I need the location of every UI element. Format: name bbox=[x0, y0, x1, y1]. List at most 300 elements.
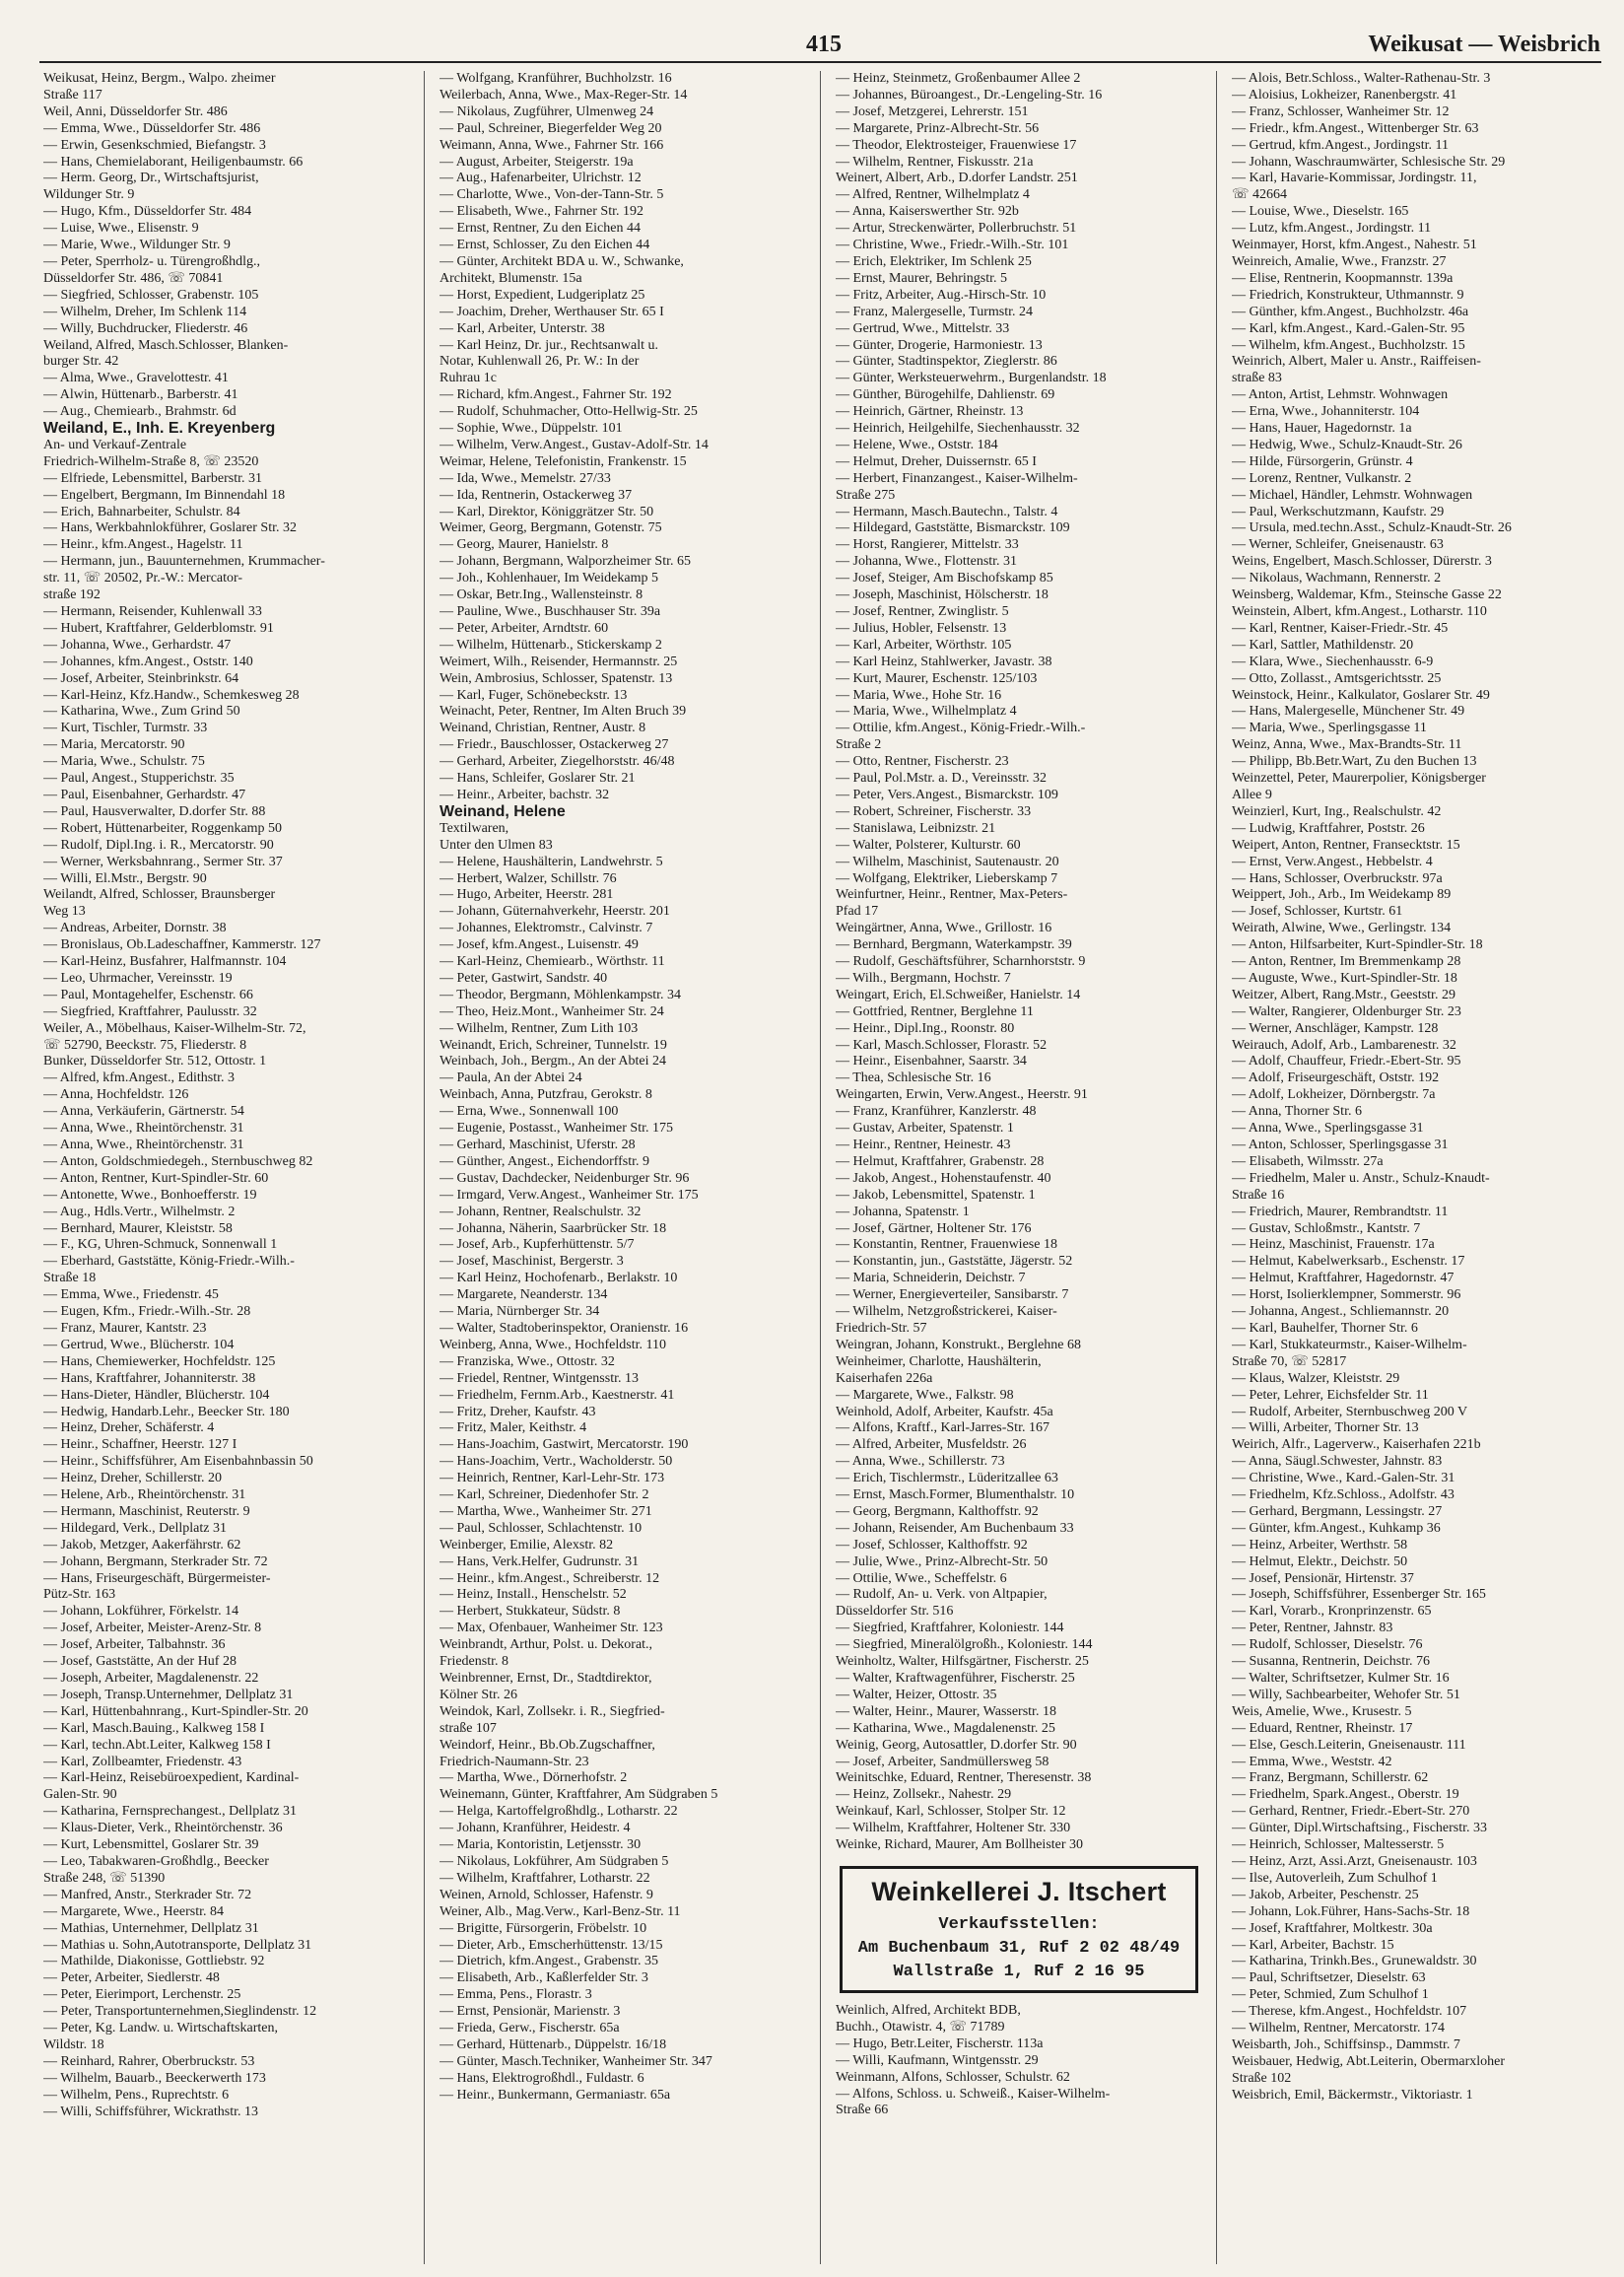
directory-entry: — Klaus, Walzer, Kleiststr. 29 bbox=[1232, 1370, 1400, 1386]
directory-entry: — Fritz, Maler, Keithstr. 4 bbox=[440, 1420, 587, 1436]
directory-entry: — Louise, Wwe., Dieselstr. 165 bbox=[1232, 204, 1409, 220]
directory-entry: — Ernst, Rentner, Zu den Eichen 44 bbox=[440, 221, 641, 237]
directory-entry: Weinstein, Albert, kfm.Angest., Lotharstr. 110 bbox=[1232, 604, 1487, 619]
directory-entry: — Nikolaus, Lokführer, Am Südgraben 5 bbox=[440, 1853, 669, 1869]
directory-entry: — Mathilde, Diakonisse, Gottliebstr. 92 bbox=[43, 1954, 265, 1969]
directory-entry: — Elise, Rentnerin, Koopmannstr. 139a bbox=[1232, 270, 1454, 286]
directory-entry: — Otto, Zollasst., Amtsgerichtsstr. 25 bbox=[1232, 670, 1442, 686]
directory-entry: — Wilhelm, Rentner, Zum Lith 103 bbox=[440, 1020, 639, 1036]
directory-entry: — Wilhelm, Rentner, Mercatorstr. 174 bbox=[1232, 2021, 1445, 2036]
ad-address-2: Wallstraße 1, Ruf 2 16 95 bbox=[893, 1962, 1145, 1981]
directory-entry: Weinitschke, Eduard, Rentner, Theresenstr. 38 bbox=[836, 1770, 1092, 1786]
directory-entry: Straße 70, ☏ 52817 bbox=[1232, 1353, 1347, 1369]
directory-entry: — Kurt, Tischler, Turmstr. 33 bbox=[43, 721, 208, 736]
directory-entry: — Franz, Schlosser, Wanheimer Str. 12 bbox=[1232, 104, 1450, 119]
directory-entry: — Herbert, Finanzangest., Kaiser-Wilhelm- bbox=[836, 470, 1078, 486]
directory-entry: — Karl Heinz, Dr. jur., Rechtsanwalt u. bbox=[440, 337, 659, 353]
directory-entry: Weins, Engelbert, Masch.Schlosser, Dürerstr. 3 bbox=[1232, 554, 1492, 570]
directory-entry: — Josef, Gärtner, Holtener Str. 176 bbox=[836, 1220, 1032, 1236]
directory-entry: — Herm. Georg, Dr., Wirtschaftsjurist, bbox=[43, 171, 259, 186]
directory-entry: — Johann, Waschraumwärter, Schlesische Str. 29 bbox=[1232, 154, 1506, 170]
directory-entry: Weinberger, Emilie, Alexstr. 82 bbox=[440, 1537, 614, 1552]
directory-entry: Weikusat, Heinz, Bergm., Walpo. zheimer bbox=[43, 71, 276, 86]
directory-entry: — Erwin, Gesenkschmied, Biefangstr. 3 bbox=[43, 137, 266, 153]
directory-entry: — Margarete, Wwe., Heerstr. 84 bbox=[43, 1903, 224, 1919]
directory-entry: — Erich, Bahnarbeiter, Schulstr. 84 bbox=[43, 504, 240, 519]
directory-entry: Weinz, Anna, Wwe., Max-Brandts-Str. 11 bbox=[1232, 737, 1462, 753]
directory-entry: — Günther, Bürogehilfe, Dahlienstr. 69 bbox=[836, 387, 1055, 403]
directory-entry: — Wilh., Bergmann, Hochstr. 7 bbox=[836, 970, 1011, 986]
directory-entry: — Peter, Schmied, Zum Schulhof 1 bbox=[1232, 1987, 1429, 2003]
directory-entry: — Kurt, Maurer, Eschenstr. 125/103 bbox=[836, 670, 1038, 686]
directory-entry: — Maria, Wwe., Wilhelmplatz 4 bbox=[836, 704, 1017, 720]
directory-entry: — Anton, Goldschmiedegeh., Sternbuschweg 82 bbox=[43, 1153, 313, 1169]
directory-entry: — Adolf, Friseurgeschäft, Oststr. 192 bbox=[1232, 1070, 1440, 1086]
directory-entry: — Marie, Wwe., Wildunger Str. 9 bbox=[43, 238, 231, 253]
directory-entry: — Nikolaus, Zugführer, Ulmenweg 24 bbox=[440, 104, 654, 119]
directory-entry: Straße 2 bbox=[836, 737, 882, 753]
directory-entry: — Josef, Arbeiter, Steinbrinkstr. 64 bbox=[43, 670, 239, 686]
directory-entry: — Wilhelm, Bauarb., Beeckerwerth 173 bbox=[43, 2070, 266, 2086]
directory-entry: — Willi, Kaufmann, Wintgensstr. 29 bbox=[836, 2052, 1039, 2068]
directory-entry: — Martha, Wwe., Dörnerhofstr. 2 bbox=[440, 1770, 628, 1786]
page-header bbox=[0, 26, 1624, 61]
directory-entry: — Alfred, Arbeiter, Musfeldstr. 26 bbox=[836, 1437, 1027, 1453]
directory-entry: Weippert, Joh., Arb., Im Weidekamp 89 bbox=[1232, 887, 1452, 903]
directory-entry: — Hans-Dieter, Händler, Blücherstr. 104 bbox=[43, 1387, 270, 1403]
directory-entry: — Emma, Wwe., Friedenstr. 45 bbox=[43, 1287, 219, 1303]
directory-entry: — Heinr., kfm.Angest., Hagelstr. 11 bbox=[43, 537, 243, 553]
directory-entry: — Joh., Kohlenhauer, Im Weidekamp 5 bbox=[440, 571, 659, 586]
directory-entry: — Josef, Gaststätte, An der Huf 28 bbox=[43, 1654, 237, 1670]
directory-entry: — Karl-Heinz, Busfahrer, Halfmannstr. 104 bbox=[43, 954, 287, 970]
directory-entry: — Theodor, Bergmann, Möhlenkampstr. 34 bbox=[440, 987, 682, 1002]
directory-entry: — Wilhelm, Verw.Angest., Gustav-Adolf-Str. 14 bbox=[440, 437, 709, 452]
directory-entry: — Bernhard, Bergmann, Waterkampstr. 39 bbox=[836, 937, 1072, 953]
directory-entry: — Karl, Masch.Bauing., Kalkweg 158 I bbox=[43, 1720, 265, 1736]
column-3-entries bbox=[836, 71, 1202, 1854]
directory-entry: — Friedrich, Maurer, Rembrandtstr. 11 bbox=[1232, 1204, 1449, 1219]
directory-entry: — Maria, Kontoristin, Letjensstr. 30 bbox=[440, 1837, 642, 1853]
directory-entry: — Horst, Rangierer, Mittelstr. 33 bbox=[836, 537, 1019, 553]
directory-entry: — Heinz, Dreher, Schillerstr. 20 bbox=[43, 1471, 223, 1486]
directory-entry: Weingran, Johann, Konstrukt., Berglehne 68 bbox=[836, 1337, 1082, 1352]
directory-entry: — Dietrich, kfm.Angest., Grabenstr. 35 bbox=[440, 1954, 659, 1969]
directory-entry: — Charlotte, Wwe., Von-der-Tann-Str. 5 bbox=[440, 187, 664, 203]
directory-entry: Weinert, Albert, Arb., D.dorfer Landstr. 251 bbox=[836, 171, 1078, 186]
directory-entry: — Franz, Maurer, Kantstr. 23 bbox=[43, 1320, 207, 1336]
directory-entry: — Karl, Stukkateurmstr., Kaiser-Wilhelm- bbox=[1232, 1337, 1467, 1352]
directory-entry: — Josef, kfm.Angest., Luisenstr. 49 bbox=[440, 937, 639, 953]
directory-entry: Straße 275 bbox=[836, 487, 896, 503]
directory-entry: — Siegfried, Schlosser, Grabenstr. 105 bbox=[43, 287, 259, 303]
directory-entry: Weinbrandt, Arthur, Polst. u. Dekorat., bbox=[440, 1637, 653, 1653]
directory-entry: — Manfred, Anstr., Sterkrader Str. 72 bbox=[43, 1887, 252, 1902]
directory-entry: — Gerhard, Arbeiter, Ziegelhorststr. 46/48 bbox=[440, 754, 675, 770]
directory-entry: — Hans, Werkbahnlokführer, Goslarer Str. 32 bbox=[43, 520, 297, 536]
directory-entry: Weinlich, Alfred, Architekt BDB, bbox=[836, 2002, 1021, 2018]
directory-entry: straße 83 bbox=[1232, 371, 1282, 386]
directory-entry: Weinbrenner, Ernst, Dr., Stadtdirektor, bbox=[440, 1671, 652, 1686]
directory-entry: Weitzer, Albert, Rang.Mstr., Geeststr. 29 bbox=[1232, 987, 1455, 1002]
directory-entry: — Heinz, Arbeiter, Werthstr. 58 bbox=[1232, 1537, 1408, 1552]
directory-entry: — Peter, Sperrholz- u. Türengroßhdlg., bbox=[43, 253, 261, 269]
directory-entry: — F., KG, Uhren-Schmuck, Sonnenwall 1 bbox=[43, 1237, 278, 1253]
directory-entry: — Maria, Mercatorstr. 90 bbox=[43, 737, 185, 753]
directory-entry: — Peter, Rentner, Jahnstr. 83 bbox=[1232, 1621, 1393, 1636]
directory-entry: Weg 13 bbox=[43, 904, 86, 920]
directory-entry: — Georg, Bergmann, Kalthoffstr. 92 bbox=[836, 1503, 1039, 1519]
directory-entry: Buchh., Otawistr. 4, ☏ 71789 bbox=[836, 2019, 1005, 2035]
directory-entry: — Gustav, Schloßmstr., Kantstr. 7 bbox=[1232, 1220, 1421, 1236]
directory-entry: — Anna, Wwe., Rheintörchenstr. 31 bbox=[43, 1121, 244, 1137]
directory-entry: — Karl, Schreiner, Diedenhofer Str. 2 bbox=[440, 1487, 649, 1503]
directory-entry: — Heinr., Arbeiter, bachstr. 32 bbox=[440, 787, 610, 802]
directory-entry: Düsseldorfer Str. 486, ☏ 70841 bbox=[43, 270, 224, 286]
directory-entry: Weinberg, Anna, Wwe., Hochfeldstr. 110 bbox=[440, 1337, 666, 1352]
directory-entry: Weimann, Anna, Wwe., Fahrner Str. 166 bbox=[440, 137, 664, 153]
directory-entry: — Sophie, Wwe., Düppelstr. 101 bbox=[440, 421, 623, 437]
directory-entry: — Aug., Hdls.Vertr., Wilhelmstr. 2 bbox=[43, 1204, 236, 1219]
directory-entry: — Karl, Hüttenbahnrang., Kurt-Spindler-Str. 20 bbox=[43, 1703, 308, 1719]
directory-entry: — Paul, Pol.Mstr. a. D., Vereinsstr. 32 bbox=[836, 771, 1048, 787]
directory-entry: ☏ 52790, Beeckstr. 75, Fliederstr. 8 bbox=[43, 1037, 247, 1053]
directory-entry: — Peter, Arbeiter, Siedlerstr. 48 bbox=[43, 1970, 220, 1986]
directory-entry: Weiner, Alb., Mag.Verw., Karl-Benz-Str. 11 bbox=[440, 1903, 681, 1919]
directory-entry: Wildunger Str. 9 bbox=[43, 187, 135, 203]
directory-entry: Weinhold, Adolf, Arbeiter, Kaufstr. 45a bbox=[836, 1404, 1053, 1419]
directory-entry: — Anna, Hochfeldstr. 126 bbox=[43, 1087, 189, 1103]
directory-entry: Weisbauer, Hedwig, Abt.Leiterin, Obermarxloher bbox=[1232, 2053, 1506, 2069]
directory-entry: — Lorenz, Rentner, Vulkanstr. 2 bbox=[1232, 470, 1412, 486]
directory-entry: — Josef, Metzgerei, Lehrerstr. 151 bbox=[836, 104, 1029, 119]
directory-entry: Friedrich-Str. 57 bbox=[836, 1320, 927, 1336]
directory-entry: — Siegfried, Kraftfahrer, Koloniestr. 144 bbox=[836, 1621, 1064, 1636]
directory-entry: — Ida, Rentnerin, Ostackerweg 37 bbox=[440, 487, 633, 503]
directory-entry: Allee 9 bbox=[1232, 787, 1272, 802]
directory-entry: — Paul, Schreiner, Biegerfelder Weg 20 bbox=[440, 120, 662, 136]
directory-entry: — Josef, Arbeiter, Talbahnstr. 36 bbox=[43, 1637, 226, 1653]
directory-entry: Weinsberg, Waldemar, Kfm., Steinsche Gasse 22 bbox=[1232, 587, 1502, 603]
directory-entry: Weinfurtner, Heinr., Rentner, Max-Peters- bbox=[836, 887, 1068, 903]
directory-entry: — Helene, Arb., Rheintörchenstr. 31 bbox=[43, 1487, 246, 1503]
directory-entry: — Rudolf, Dipl.Ing. i. R., Mercatorstr. 90 bbox=[43, 837, 274, 853]
directory-entry: — Johann, Güternahverkehr, Heerstr. 201 bbox=[440, 904, 670, 920]
directory-entry: — Gertrud, Wwe., Blücherstr. 104 bbox=[43, 1337, 235, 1352]
directory-entry: — Anna, Kaiserswerther Str. 92b bbox=[836, 204, 1019, 220]
directory-entry: — Martha, Wwe., Wanheimer Str. 271 bbox=[440, 1503, 652, 1519]
directory-entry: — Ernst, Schlosser, Zu den Eichen 44 bbox=[440, 238, 650, 253]
directory-entry: — Günter, Masch.Techniker, Wanheimer Str. 347 bbox=[440, 2053, 712, 2069]
directory-entry: Weirich, Alfr., Lagerverw., Kaiserhafen 221b bbox=[1232, 1437, 1481, 1453]
directory-entry: — Jakob, Lebensmittel, Spatenstr. 1 bbox=[836, 1187, 1036, 1203]
directory-entry: — Günter, kfm.Angest., Kuhkamp 36 bbox=[1232, 1520, 1441, 1536]
directory-entry: — Maria, Wwe., Schulstr. 75 bbox=[43, 754, 205, 770]
directory-entry: — Klaus-Dieter, Verk., Rheintörchenstr. 36 bbox=[43, 1821, 283, 1836]
directory-entry: — Hilde, Fürsorgerin, Grünstr. 4 bbox=[1232, 453, 1413, 469]
directory-entry: — Wilhelm, Netzgroßstrickerei, Kaiser- bbox=[836, 1304, 1057, 1320]
directory-entry: — Hans, Chemielaborant, Heiligenbaumstr. 66 bbox=[43, 154, 304, 170]
directory-entry: — Engelbert, Bergmann, Im Binnendahl 18 bbox=[43, 487, 286, 503]
directory-entry: — Thea, Schlesische Str. 16 bbox=[836, 1070, 991, 1086]
directory-entry: — Anna, Wwe., Sperlingsgasse 31 bbox=[1232, 1121, 1424, 1137]
directory-entry: — Johannes, kfm.Angest., Oststr. 140 bbox=[43, 654, 253, 669]
directory-entry: ☏ 42664 bbox=[1232, 187, 1288, 203]
directory-entry: — Ludwig, Kraftfahrer, Poststr. 26 bbox=[1232, 820, 1425, 836]
directory-entry: — Günter, Werksteuerwehrm., Burgenlandstr. 18 bbox=[836, 371, 1107, 386]
directory-entry: — Lutz, kfm.Angest., Jordingstr. 11 bbox=[1232, 221, 1432, 237]
directory-entry: — Helga, Kartoffelgroßhdlg., Lotharstr. 22 bbox=[440, 1804, 678, 1820]
directory-entry: — Alma, Wwe., Gravelottestr. 41 bbox=[43, 371, 229, 386]
directory-entry: — Aloisius, Lokheizer, Ranenbergstr. 41 bbox=[1232, 87, 1457, 103]
directory-entry: — Alwin, Hüttenarb., Barberstr. 41 bbox=[43, 387, 238, 403]
directory-entry: — Aug., Hafenarbeiter, Ulrichstr. 12 bbox=[440, 171, 642, 186]
directory-entry: Galen-Str. 90 bbox=[43, 1787, 117, 1803]
directory-entry: — Joseph, Arbeiter, Magdalenenstr. 22 bbox=[43, 1671, 259, 1686]
directory-entry: — Wilhelm, Rentner, Fiskusstr. 21a bbox=[836, 154, 1034, 170]
directory-entry: — Friedhelm, Maler u. Anstr., Schulz-Knaudt- bbox=[1232, 1170, 1490, 1186]
directory-entry: — Mathias u. Sohn,Autotransporte, Dellplatz 31 bbox=[43, 1937, 312, 1953]
directory-entry: — Horst, Isolierklempner, Sommerstr. 96 bbox=[1232, 1287, 1461, 1303]
directory-entry: — Oskar, Betr.Ing., Wallensteinstr. 8 bbox=[440, 587, 643, 603]
directory-entry: — Peter, Kg. Landw. u. Wirtschaftskarten, bbox=[43, 2021, 278, 2036]
directory-entry: — Alois, Betr.Schloss., Walter-Rathenau-Str. 3 bbox=[1232, 71, 1491, 86]
directory-entry: — Nikolaus, Wachmann, Rennerstr. 2 bbox=[1232, 571, 1442, 586]
column-divider bbox=[424, 71, 425, 2264]
directory-entry: — Robert, Schreiner, Fischerstr. 33 bbox=[836, 803, 1032, 819]
directory-entry: — Joseph, Maschinist, Hölscherstr. 18 bbox=[836, 587, 1049, 603]
directory-entry: — Else, Gesch.Leiterin, Gneisenaustr. 111 bbox=[1232, 1737, 1466, 1753]
directory-entry: — Klara, Wwe., Siechenhausstr. 6-9 bbox=[1232, 654, 1434, 669]
directory-entry: — Paul, Montagehelfer, Eschenstr. 66 bbox=[43, 987, 253, 1002]
directory-entry: — Eduard, Rentner, Rheinstr. 17 bbox=[1232, 1720, 1413, 1736]
directory-entry: Weisbarth, Joh., Schiffsinsp., Dammstr. 7 bbox=[1232, 2036, 1460, 2052]
directory-entry: — Wolfgang, Elektriker, Lieberskamp 7 bbox=[836, 870, 1058, 886]
directory-entry: — Gerhard, Rentner, Friedr.-Ebert-Str. 270 bbox=[1232, 1804, 1470, 1820]
directory-entry: — Franziska, Wwe., Ottostr. 32 bbox=[440, 1353, 615, 1369]
directory-entry: — Hugo, Arbeiter, Heerstr. 281 bbox=[440, 887, 614, 903]
directory-entry: — Rudolf, Schuhmacher, Otto-Hellwig-Str. 25 bbox=[440, 404, 698, 420]
directory-entry: — Paul, Eisenbahner, Gerhardstr. 47 bbox=[43, 787, 246, 802]
directory-entry: — Karl, Havarie-Kommissar, Jordingstr. 11, bbox=[1232, 171, 1477, 186]
directory-entry: — Walter, Kraftwagenführer, Fischerstr. 25 bbox=[836, 1671, 1075, 1686]
directory-entry: — Josef, Kraftfahrer, Moltkestr. 30a bbox=[1232, 1920, 1433, 1936]
directory-entry: — Heinz, Install., Henschelstr. 52 bbox=[440, 1587, 627, 1603]
directory-entry: — Günter, Architekt BDA u. W., Schwanke, bbox=[440, 253, 684, 269]
directory-entry: — Katharina, Fernsprechangest., Dellplatz 31 bbox=[43, 1804, 297, 1820]
directory-entry: — Josef, Pensionär, Hirtenstr. 37 bbox=[1232, 1570, 1414, 1586]
directory-entry: — Heinz, Maschinist, Frauenstr. 17a bbox=[1232, 1237, 1435, 1253]
directory-entry: — Anton, Artist, Lehmstr. Wohnwagen bbox=[1232, 387, 1449, 403]
directory-entry: — Helmut, Kraftfahrer, Hagedornstr. 47 bbox=[1232, 1271, 1455, 1286]
directory-entry: — Erna, Wwe., Sonnenwall 100 bbox=[440, 1104, 619, 1120]
directory-entry: — Friedhelm, Fernm.Arb., Kaestnerstr. 41 bbox=[440, 1387, 675, 1403]
directory-entry: Weindok, Karl, Zollsekr. i. R., Siegfried- bbox=[440, 1703, 665, 1719]
directory-entry: — Günter, Dipl.Wirtschaftsing., Fischerstr. 33 bbox=[1232, 1821, 1488, 1836]
directory-entry: Weinandt, Erich, Schreiner, Tunnelstr. 19 bbox=[440, 1037, 667, 1053]
directory-entry: Friedrich-Naumann-Str. 23 bbox=[440, 1754, 589, 1769]
directory-entry: Weinzettel, Peter, Maurerpolier, Königsberger bbox=[1232, 771, 1486, 787]
directory-entry: — Kurt, Lebensmittel, Goslarer Str. 39 bbox=[43, 1837, 259, 1853]
directory-entry: — Hugo, Betr.Leiter, Fischerstr. 113a bbox=[836, 2036, 1044, 2051]
directory-entry: — Josef, Steiger, Am Bischofskamp 85 bbox=[836, 571, 1053, 586]
directory-entry: — Wilhelm, Hüttenarb., Stickerskamp 2 bbox=[440, 637, 662, 653]
directory-entry: Weirath, Alwine, Wwe., Gerlingstr. 134 bbox=[1232, 921, 1452, 936]
directory-entry: — Wilhelm, Dreher, Im Schlenk 114 bbox=[43, 304, 247, 319]
directory-entry: — Johannes, Büroangest., Dr.-Lengeling-Str. 16 bbox=[836, 87, 1103, 103]
directory-entry: — Katharina, Wwe., Magdalenenstr. 25 bbox=[836, 1720, 1055, 1736]
directory-entry: — Peter, Transportunternehmen,Sieglindenstr. 12 bbox=[43, 2004, 317, 2020]
directory-entry: Weimert, Wilh., Reisender, Hermannstr. 25 bbox=[440, 654, 678, 669]
directory-entry: — Adolf, Lokheizer, Dörnbergstr. 7a bbox=[1232, 1087, 1436, 1103]
directory-entry: — Paul, Angest., Stupperichstr. 35 bbox=[43, 771, 235, 787]
directory-entry: — Irmgard, Verw.Angest., Wanheimer Str. 175 bbox=[440, 1187, 699, 1203]
directory-entry: — Wilhelm, Pens., Ruprechtstr. 6 bbox=[43, 2087, 230, 2103]
directory-entry: — Joseph, Schiffsführer, Essenberger Str. 165 bbox=[1232, 1587, 1486, 1603]
directory-entry: — Maria, Wwe., Hohe Str. 16 bbox=[836, 687, 1002, 703]
directory-entry: — Gerhard, Hüttenarb., Düppelstr. 16/18 bbox=[440, 2036, 667, 2052]
directory-entry: — Jakob, Arbeiter, Peschenstr. 25 bbox=[1232, 1887, 1419, 1902]
directory-entry: Weinrich, Albert, Maler u. Anstr., Raiffeisen- bbox=[1232, 354, 1481, 370]
directory-entry: — Johann, Bergmann, Sterkrader Str. 72 bbox=[43, 1553, 268, 1569]
directory-entry: Weiland, Alfred, Masch.Schlosser, Blanken- bbox=[43, 337, 289, 353]
directory-entry: — Ernst, Verw.Angest., Hebbelstr. 4 bbox=[1232, 854, 1433, 869]
directory-entry: — Helmut, Elektr., Deichstr. 50 bbox=[1232, 1553, 1408, 1569]
ad-title: Weinkellerei J. Itschert bbox=[871, 1876, 1167, 1906]
directory-entry: — Peter, Eierimport, Lerchenstr. 25 bbox=[43, 1987, 241, 2003]
directory-entry: — Gustav, Dachdecker, Neidenburger Str. 96 bbox=[440, 1170, 690, 1186]
column-divider bbox=[1216, 71, 1217, 2264]
directory-entry: burger Str. 42 bbox=[43, 354, 119, 370]
directory-entry: — Leo, Tabakwaren-Großhdlg., Beecker bbox=[43, 1853, 269, 1869]
directory-entry: — Karl-Heinz, Reisebüroexpedient, Kardinal- bbox=[43, 1770, 300, 1786]
directory-entry: — Johanna, Wwe., Gerhardstr. 47 bbox=[43, 637, 232, 653]
directory-entry: Weisbrich, Emil, Bäckermstr., Viktoriastr. 1 bbox=[1232, 2087, 1473, 2103]
directory-entry: — Johann, Lok.Führer, Hans-Sachs-Str. 18 bbox=[1232, 1903, 1470, 1919]
directory-entry: — Georg, Maurer, Hanielstr. 8 bbox=[440, 537, 609, 553]
directory-column-2 bbox=[440, 71, 806, 2269]
directory-entry: — Karl, Fuger, Schönebeckstr. 13 bbox=[440, 687, 628, 703]
directory-entry: — Margarete, Neanderstr. 134 bbox=[440, 1287, 608, 1303]
directory-entry: — Friedr., kfm.Angest., Wittenberger Str. 63 bbox=[1232, 120, 1479, 136]
directory-entry: — Otto, Rentner, Fischerstr. 23 bbox=[836, 754, 1009, 770]
directory-entry: — Karl, Arbeiter, Unterstr. 38 bbox=[440, 320, 605, 336]
directory-entry: — Theodor, Elektrosteiger, Frauenwiese 17 bbox=[836, 137, 1077, 153]
directory-entry: — Hildegard, Verk., Dellplatz 31 bbox=[43, 1520, 227, 1536]
directory-entry: — Hans, Chemiewerker, Hochfeldstr. 125 bbox=[43, 1353, 276, 1369]
directory-entry: — Stanislawa, Leibnizstr. 21 bbox=[836, 820, 996, 836]
directory-entry: Notar, Kuhlenwall 26, Pr. W.: In der bbox=[440, 354, 640, 370]
directory-entry: Weinacht, Peter, Rentner, Im Alten Bruch 39 bbox=[440, 704, 687, 720]
directory-entry: — Jakob, Metzger, Aakerfährstr. 62 bbox=[43, 1537, 241, 1552]
directory-entry: Wildstr. 18 bbox=[43, 2036, 104, 2052]
directory-column-3 bbox=[836, 71, 1202, 2269]
ad-address-1: Am Buchenbaum 31, Ruf 2 02 48/49 bbox=[857, 1938, 1181, 1958]
directory-entry: — Heinr., Schaffner, Heerstr. 127 I bbox=[43, 1437, 237, 1453]
directory-entry: — Fritz, Arbeiter, Aug.-Hirsch-Str. 10 bbox=[836, 287, 1047, 303]
directory-entry: Straße 66 bbox=[836, 2103, 889, 2118]
directory-entry: — Karl, Sattler, Mathildenstr. 20 bbox=[1232, 637, 1414, 653]
directory-entry: — Josef, Arbeiter, Sandmüllersweg 58 bbox=[836, 1754, 1049, 1769]
directory-entry: — Gottfried, Rentner, Berglehne 11 bbox=[836, 1003, 1034, 1019]
directory-entry: — Therese, kfm.Angest., Hochfeldstr. 107 bbox=[1232, 2004, 1467, 2020]
directory-entry: — Karl, Arbeiter, Wörthstr. 105 bbox=[836, 637, 1012, 653]
directory-entry: — Ursula, med.techn.Asst., Schulz-Knaudt-Str. 26 bbox=[1232, 520, 1512, 536]
column-3-after-ad bbox=[836, 2003, 1202, 2119]
directory-entry: Weinmayer, Horst, kfm.Angest., Nahestr. 51 bbox=[1232, 238, 1477, 253]
directory-entry: — Gustav, Arbeiter, Spatenstr. 1 bbox=[836, 1121, 1014, 1137]
directory-entry: — Paul, Werkschutzmann, Kaufstr. 29 bbox=[1232, 504, 1445, 519]
directory-entry: — Karl, Zollbeamter, Friedenstr. 43 bbox=[43, 1754, 242, 1769]
directory-entry: Architekt, Blumenstr. 15a bbox=[440, 270, 582, 286]
directory-entry: — Ernst, Maurer, Behringstr. 5 bbox=[836, 270, 1008, 286]
directory-entry: Wein, Ambrosius, Schlosser, Spatenstr. 13 bbox=[440, 670, 673, 686]
directory-entry: — Friedr., Bauschlosser, Ostackerweg 27 bbox=[440, 737, 669, 753]
directory-entry: — Anna, Säugl.Schwester, Jahnstr. 83 bbox=[1232, 1454, 1443, 1470]
directory-entry: — Paul, Hausverwalter, D.dorfer Str. 88 bbox=[43, 803, 266, 819]
directory-entry: Bunker, Düsseldorfer Str. 512, Ottostr. 1 bbox=[43, 1054, 267, 1070]
directory-entry: Kölner Str. 26 bbox=[440, 1687, 517, 1702]
directory-entry: — Willi, Schiffsführer, Wickrathstr. 13 bbox=[43, 2104, 259, 2119]
directory-entry: — Günter, Drogerie, Harmoniestr. 13 bbox=[836, 337, 1043, 353]
directory-entry: — Willy, Sachbearbeiter, Wehofer Str. 51 bbox=[1232, 1687, 1460, 1702]
directory-entry: — Alfred, kfm.Angest., Edithstr. 3 bbox=[43, 1070, 236, 1086]
directory-entry: — Leo, Uhrmacher, Vereinsstr. 19 bbox=[43, 970, 233, 986]
directory-entry: — Luise, Wwe., Elisenstr. 9 bbox=[43, 221, 199, 237]
directory-entry: — Eugenie, Postasst., Wanheimer Str. 175 bbox=[440, 1121, 673, 1137]
directory-entry: — Katharina, Wwe., Zum Grind 50 bbox=[43, 704, 240, 720]
directory-entry: — Karl, Arbeiter, Bachstr. 15 bbox=[1232, 1937, 1394, 1953]
directory-entry: — Helene, Wwe., Oststr. 184 bbox=[836, 437, 998, 452]
directory-entry: Weimar, Helene, Telefonistin, Frankenstr. 15 bbox=[440, 453, 687, 469]
directory-entry: — Karl, Direktor, Königgrätzer Str. 50 bbox=[440, 504, 654, 519]
directory-entry: Weilandt, Alfred, Schlosser, Braunsberger bbox=[43, 887, 276, 903]
directory-entry: — Erich, Elektriker, Im Schlenk 25 bbox=[836, 253, 1032, 269]
directory-entry: — Friedhelm, Spark.Angest., Oberstr. 19 bbox=[1232, 1787, 1459, 1803]
column-divider bbox=[820, 71, 821, 2264]
directory-entry: — Günther, Angest., Eichendorffstr. 9 bbox=[440, 1153, 650, 1169]
directory-entry: — Karl Heinz, Hochofenarb., Berlakstr. 10 bbox=[440, 1271, 678, 1286]
directory-entry: — Friedhelm, Kfz.Schloss., Adolfstr. 43 bbox=[1232, 1487, 1455, 1503]
directory-entry: Friedrich-Wilhelm-Straße 8, ☏ 23520 bbox=[43, 453, 259, 469]
directory-entry: — Elfriede, Lebensmittel, Barberstr. 31 bbox=[43, 470, 262, 486]
directory-entry: — Siegfried, Mineralölgroßh., Koloniestr. 144 bbox=[836, 1637, 1093, 1653]
directory-entry: Weinand, Christian, Rentner, Austr. 8 bbox=[440, 721, 646, 736]
directory-entry: Weiland, E., Inh. E. Kreyenberg bbox=[43, 421, 276, 438]
directory-entry: — Johanna, Angest., Schliemannstr. 20 bbox=[1232, 1304, 1450, 1320]
directory-entry: — Rudolf, An- u. Verk. von Altpapier, bbox=[836, 1587, 1048, 1603]
directory-entry: — Max, Ofenbauer, Wanheimer Str. 123 bbox=[440, 1621, 663, 1636]
directory-entry: — Erich, Tischlermstr., Lüderitzallee 63 bbox=[836, 1471, 1058, 1486]
directory-entry: — Emma, Pens., Florastr. 3 bbox=[440, 1987, 592, 2003]
ad-subtitle: Verkaufsstellen: bbox=[938, 1914, 1100, 1934]
directory-entry: Weinig, Georg, Autosattler, D.dorfer Str. 90 bbox=[836, 1737, 1077, 1753]
directory-entry: — Hermann, Masch.Bautechn., Talstr. 4 bbox=[836, 504, 1058, 519]
directory-entry: — Michael, Händler, Lehmstr. Wohnwagen bbox=[1232, 487, 1473, 503]
directory-entry: Weil, Anni, Düsseldorfer Str. 486 bbox=[43, 104, 228, 119]
directory-entry: — Eberhard, Gaststätte, König-Friedr.-Wilh.- bbox=[43, 1254, 295, 1270]
directory-entry: — Werner, Werksbahnrang., Sermer Str. 37 bbox=[43, 854, 283, 869]
directory-entry: Weinkauf, Karl, Schlosser, Stolper Str. 12 bbox=[836, 1804, 1066, 1820]
directory-entry: — Susanna, Rentnerin, Deichstr. 76 bbox=[1232, 1654, 1431, 1670]
directory-entry: — Peter, Vers.Angest., Bismarckstr. 109 bbox=[836, 787, 1058, 802]
directory-entry: — Elisabeth, Wwe., Fahrner Str. 192 bbox=[440, 204, 643, 220]
directory-entry: Düsseldorfer Str. 516 bbox=[836, 1604, 954, 1620]
directory-entry: — Alfons, Schloss. u. Schweiß., Kaiser-Wilhelm- bbox=[836, 2086, 1111, 2102]
directory-entry: straße 192 bbox=[43, 587, 101, 603]
directory-entry: Weis, Amelie, Wwe., Krusestr. 5 bbox=[1232, 1703, 1412, 1719]
directory-entry: — Heinrich, Rentner, Karl-Lehr-Str. 173 bbox=[440, 1471, 665, 1486]
